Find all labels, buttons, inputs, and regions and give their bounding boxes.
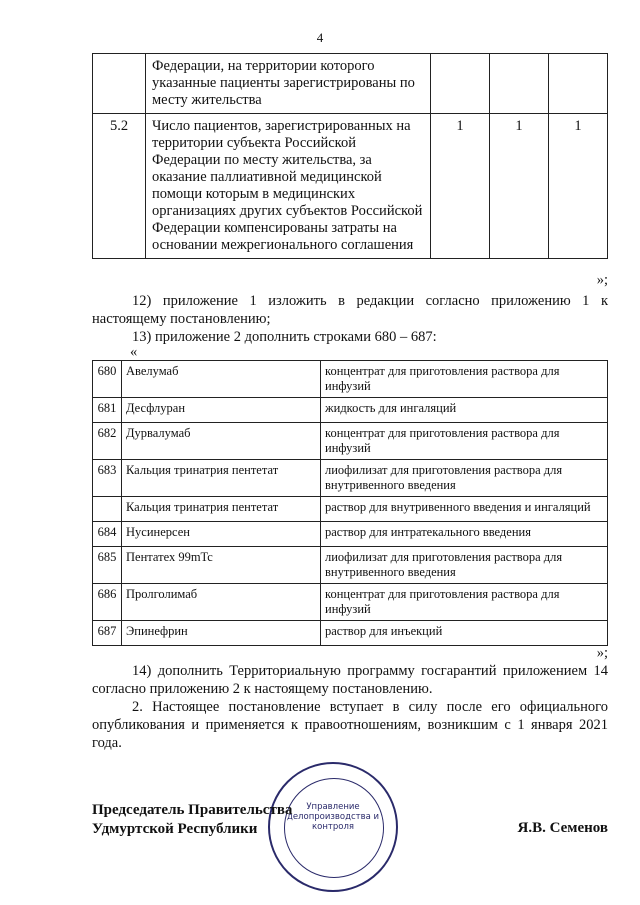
paragraph-2: 2. Настоящее постановление вступает в силу после его официального опубликования и применяется к правоотношениям, возникшим с 1 января 2021 года. [92,699,608,751]
drug-number: 686 [93,584,122,621]
drug-number: 687 [93,621,122,646]
paragraph-12: 12) приложение 1 изложить в редакции согласно приложению 1 к настоящему постановлению; [92,293,608,327]
drug-number: 683 [93,460,122,497]
signatory-name: Я.В. Семенов [517,820,608,836]
opening-quote: « [130,344,138,360]
table-indicators [92,53,608,259]
signature-title-line-1: Председатель Правительства [92,802,293,818]
drug-form: жидкость для ингаляций [321,398,608,423]
drug-name: Кальция тринатрия пентетат [122,497,321,522]
paragraph-13: 13) приложение 2 дополнить строками 680 – 687: [132,329,437,345]
table-row [93,522,608,547]
drug-form: раствор для интратекального введения [321,522,608,547]
table-row [93,497,608,522]
drug-number: 681 [93,398,122,423]
table-row [93,423,608,460]
drug-form: раствор для внутривенного введения и ингаляций [321,497,608,522]
drug-form: концентрат для приготовления раствора для инфузий [321,423,608,460]
drug-form: раствор для инъекций [321,621,608,646]
row-value-3 [549,54,608,114]
row-value-2 [490,54,549,114]
drug-form: концентрат для приготовления раствора для инфузий [321,584,608,621]
signature-title-line-2: Удмуртской Республики [92,821,258,837]
drug-name: Дурвалумаб [122,423,321,460]
stamp-center-text: Управление делопроизводства и контроля [286,802,380,832]
closing-quote: »; [596,272,608,288]
drug-name: Пентатех 99mTc [122,547,321,584]
drug-number: 682 [93,423,122,460]
table-row [93,460,608,497]
row-text: Число пациентов, зарегистрированных на территории субъекта Российской Федерации по месту жительства, за оказание паллиативной медицинской помощи которым в медицинских организациях других субъектов Российской Федерации компенсированы затраты на основании межрегионального соглашения [146,114,431,259]
drug-number [93,497,122,522]
drug-number: 685 [93,547,122,584]
drug-name: Десфлуран [122,398,321,423]
signature-title [92,801,292,839]
row-text: Федерации, на территории которого указанные пациенты зарегистрированы по месту жительства [146,54,431,114]
drug-name: Нусинерсен [122,522,321,547]
row-value-1 [431,54,490,114]
paragraph-14: 14) дополнить Территориальную программу госгарантий приложением 14 согласно приложению 2 к настоящему постановлению. [92,663,608,697]
row-number: 5.2 [93,114,146,259]
row-value-3: 1 [549,114,608,259]
drug-name: Эпинефрин [122,621,321,646]
drug-form: концентрат для приготовления раствора для инфузий [321,361,608,398]
drug-name: Кальция тринатрия пентетат [122,460,321,497]
drug-number: 684 [93,522,122,547]
drug-form: лиофилизат для приготовления раствора для внутривенного введения [321,547,608,584]
row-value-1: 1 [431,114,490,259]
page-number: 4 [316,30,324,45]
table-row [93,621,608,646]
table-row [93,114,608,259]
table-drugs [92,360,608,646]
drug-name: Пролголимаб [122,584,321,621]
table-row [93,584,608,621]
row-value-2: 1 [490,114,549,259]
drug-form: лиофилизат для приготовления раствора для внутривенного введения [321,460,608,497]
table-row [93,547,608,584]
drug-name: Авелумаб [122,361,321,398]
table-row [93,398,608,423]
closing-quote: »; [596,645,608,661]
row-number [93,54,146,114]
drug-number: 680 [93,361,122,398]
table-row [93,361,608,398]
table-row [93,54,608,114]
